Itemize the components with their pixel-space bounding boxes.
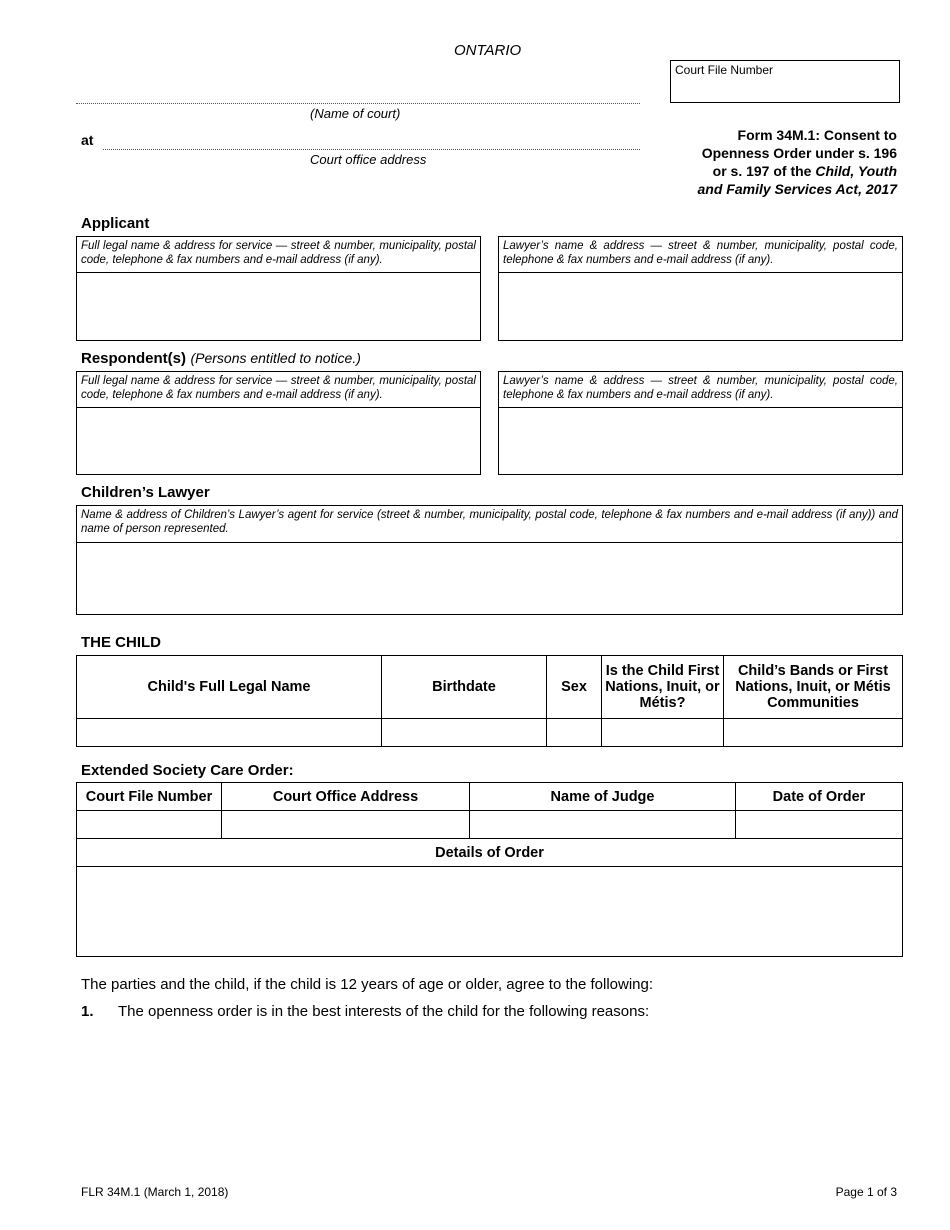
col-child-name: Child's Full Legal Name [77,656,382,719]
col-court-file-number: Court File Number [77,783,222,811]
applicant-party-box [76,236,481,341]
respondent-lawyer-input[interactable] [499,408,902,474]
form-title-act: Child, Youth [815,163,897,179]
respondent-lawyer-box [498,371,903,475]
bands-communities-cell[interactable] [724,719,903,747]
respondent-party-input[interactable] [77,408,480,474]
form-title-line [660,162,897,180]
applicant-party-input[interactable] [77,273,480,340]
child-table-header [77,656,903,719]
table-row [77,719,903,747]
col-bands-communities: Child’s Bands or First Nations, Inuit, or Métis Communities [724,656,903,719]
applicant-lawyer-box [498,236,903,341]
applicant-party-label: Full legal name & address for service — street & number, municipality, postal code, telephone & fax numbers and e-mail address (if any). [77,237,480,273]
applicant-heading: Applicant [81,215,150,232]
col-court-office-address: Court Office Address [222,783,470,811]
page-number: Page 1 of 3 [835,1185,897,1199]
court-office-address-cell[interactable] [222,811,470,839]
form-title-act: and Family Services Act, 2017 [697,181,897,197]
province-label: ONTARIO [454,42,522,59]
table-row [77,811,903,839]
childrens-lawyer-label: Name & address of Children’s Lawyer’s agent for service (street & number, municipality, postal code, telephone & fax numbers and e-mail address (if any)) and name of person represented. [77,506,902,543]
form-title [660,126,897,198]
form-title-text: or s. 197 of the [712,163,816,179]
item-1-number: 1. [81,1003,94,1020]
extended-care-heading: Extended Society Care Order: [81,762,294,779]
respondents-heading: Respondent(s) [81,350,186,367]
childrens-lawyer-box [76,505,903,615]
birthdate-cell[interactable] [382,719,547,747]
form-id: FLR 34M.1 (March 1, 2018) [81,1185,229,1199]
form-title-line [660,180,897,198]
details-of-order-label: Details of Order [77,839,903,867]
respondents-heading-note: (Persons entitled to notice.) [190,350,361,366]
col-first-nations: Is the Child First Nations, Inuit, or Métis? [602,656,724,719]
item-1-text: The openness order is in the best interests of the child for the following reasons: [118,1003,650,1020]
court-file-number-cell[interactable] [77,811,222,839]
court-file-number-field[interactable] [670,60,900,103]
col-name-of-judge: Name of Judge [470,783,736,811]
sex-cell[interactable] [547,719,602,747]
childrens-lawyer-input[interactable] [77,543,902,614]
first-nations-cell[interactable] [602,719,724,747]
respondent-party-label: Full legal name & address for service — street & number, municipality, postal code, telephone & fax numbers and e-mail address (if any). [77,372,480,408]
child-table [76,655,903,747]
details-row [77,867,903,957]
date-of-order-cell[interactable] [736,811,903,839]
respondents-heading-row [81,350,361,368]
details-header-row [77,839,903,867]
name-of-court-label: (Name of court) [310,106,401,121]
court-file-number-label: Court File Number [675,63,774,77]
at-label: at [81,132,94,148]
agreement-intro: The parties and the child, if the child is 12 years of age or older, agree to the following: [81,976,654,993]
extended-care-table [76,782,903,957]
col-date-of-order: Date of Order [736,783,903,811]
applicant-lawyer-input[interactable] [499,273,902,340]
respondent-lawyer-label: Lawyer’s name & address — street & number, municipality, postal code, telephone & fax numbers and e-mail address (if any). [499,372,902,408]
court-office-address-label: Court office address [310,152,427,167]
applicant-lawyer-label: Lawyer’s name & address — street & number, municipality, postal code, telephone & fax numbers and e-mail address (if any). [499,237,902,273]
details-of-order-input[interactable] [77,867,903,957]
form-title-line: Openness Order under s. 196 [701,145,897,161]
court-office-address-field[interactable] [103,149,640,150]
extended-care-header [77,783,903,811]
childrens-lawyer-heading: Children’s Lawyer [81,484,210,501]
form-title-line: Form 34M.1: Consent to [737,127,897,143]
respondent-party-box [76,371,481,475]
name-of-judge-cell[interactable] [470,811,736,839]
child-name-cell[interactable] [77,719,382,747]
col-sex: Sex [547,656,602,719]
name-of-court-field[interactable] [76,103,640,104]
col-birthdate: Birthdate [382,656,547,719]
the-child-heading: THE CHILD [81,634,161,651]
